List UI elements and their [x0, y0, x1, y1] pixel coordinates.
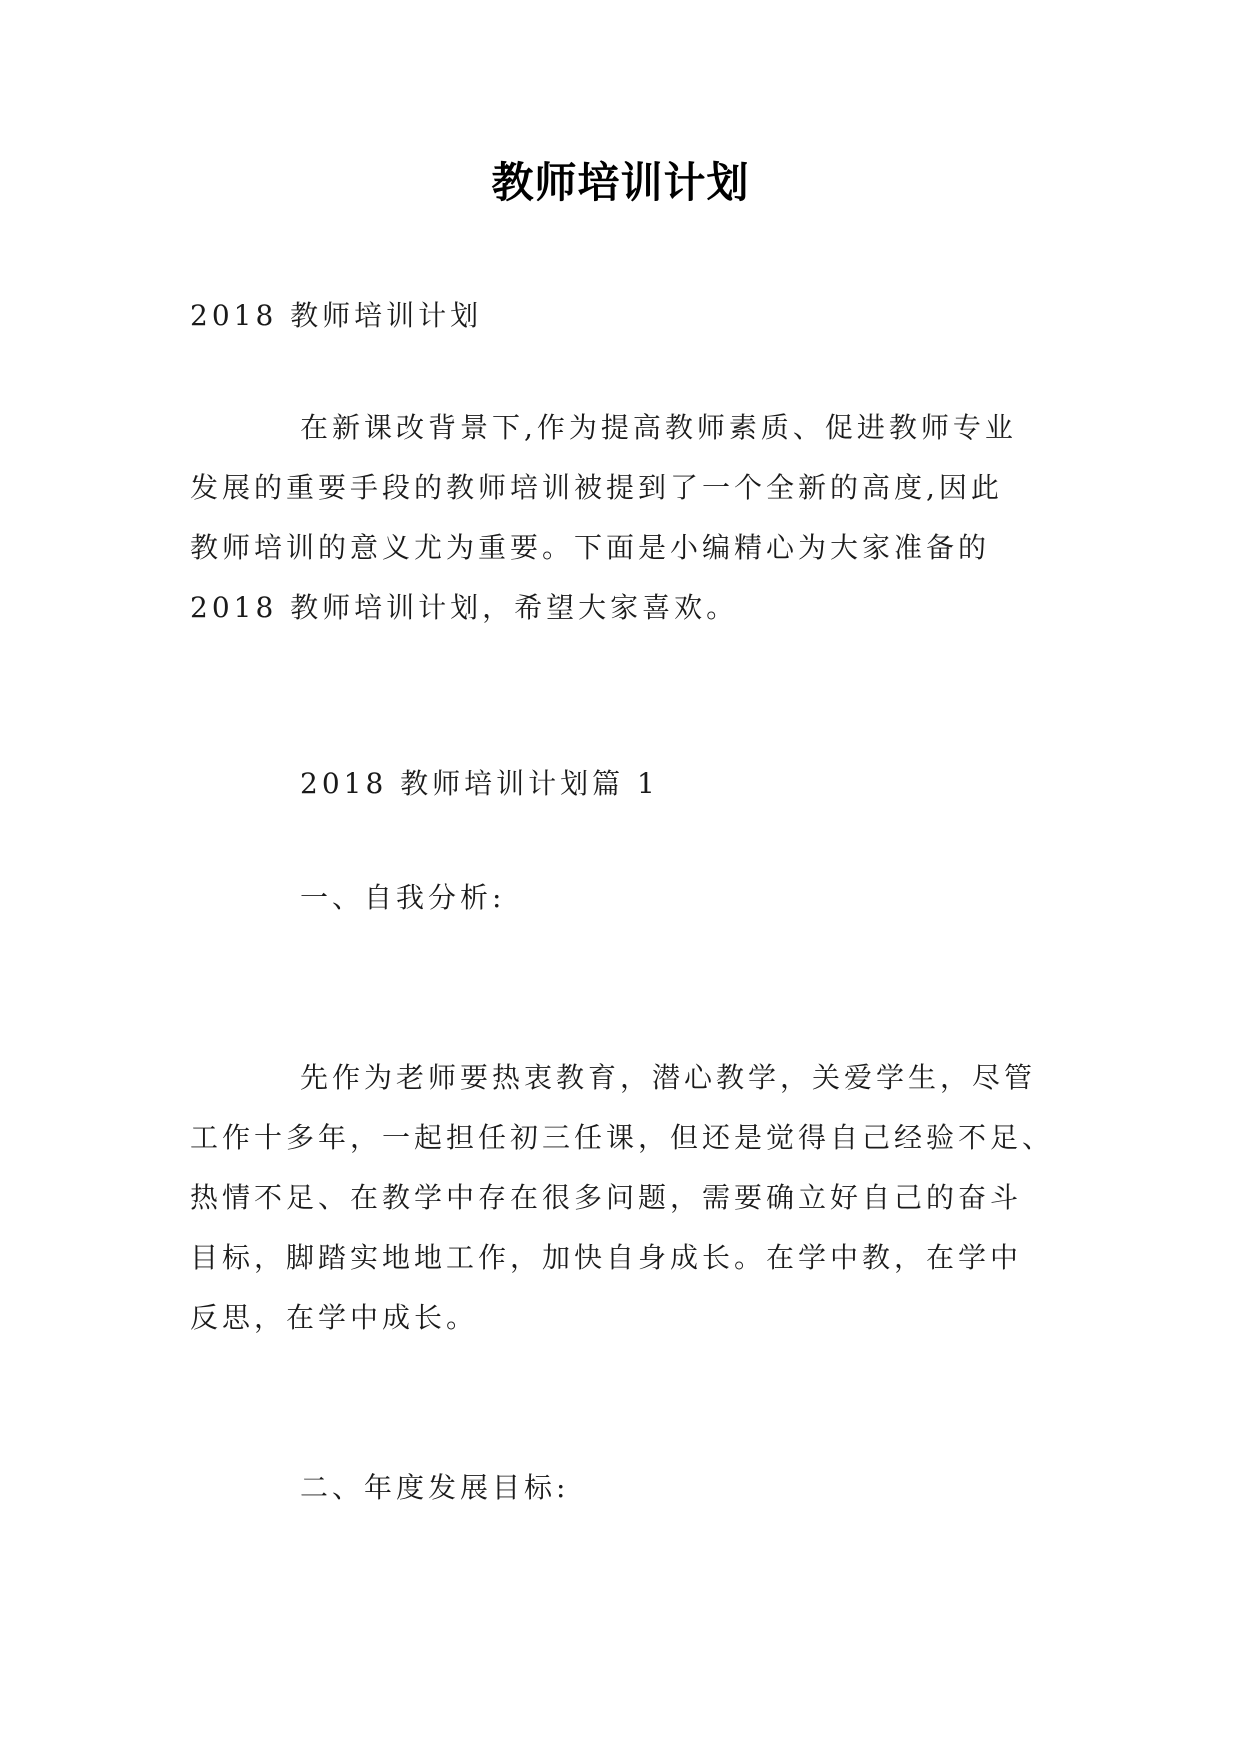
paragraph-line: 目标，脚踏实地地工作，加快自身成长。在学中教，在学中: [190, 1241, 1023, 1274]
paragraph-line: 先作为老师要热衷教育，潜心教学，关爱学生，尽管: [300, 1061, 1037, 1094]
document-subtitle: 2018 教师培训计划: [190, 299, 483, 332]
intro-line: 发展的重要手段的教师培训被提到了一个全新的高度,因此: [190, 471, 1003, 504]
intro-paragraph: [190, 408, 1060, 648]
self-analysis-paragraph: [190, 1058, 1060, 1358]
document-title: 教师培训计划: [491, 158, 750, 207]
paragraph-line: 反思，在学中成长。: [190, 1301, 479, 1334]
heading-self-analysis: 一、自我分析:: [300, 881, 506, 914]
intro-line: 在新课改背景下,作为提高教师素质、促进教师专业: [300, 411, 1017, 444]
paragraph-line: 工作十多年，一起担任初三任课，但还是觉得自己经验不足、: [190, 1121, 1055, 1154]
paragraph-line: 热情不足、在教学中存在很多问题，需要确立好自己的奋斗: [190, 1181, 1023, 1214]
heading-annual-goals: 二、年度发展目标:: [300, 1471, 570, 1504]
intro-line: 教师培训的意义尤为重要。下面是小编精心为大家准备的: [190, 531, 991, 564]
section-title: 2018 教师培训计划篇 1: [300, 767, 659, 800]
intro-line: 2018 教师培训计划，希望大家喜欢。: [190, 591, 739, 624]
